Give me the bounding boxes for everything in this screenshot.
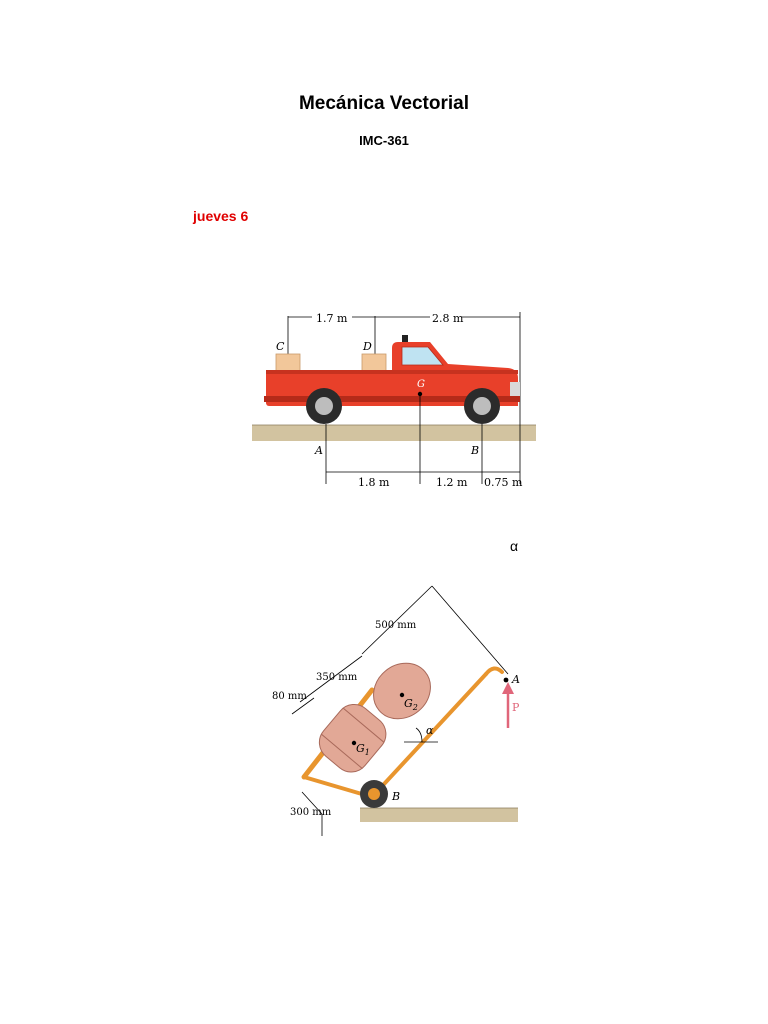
ground [360, 808, 518, 822]
center-of-gravity-g [418, 392, 422, 396]
truck-figure [252, 302, 536, 492]
label-a: A [315, 444, 323, 457]
dim-1-7m: 1.7 m [316, 312, 348, 325]
label-c: C [276, 340, 285, 353]
dim-2-8m: 2.8 m [432, 312, 464, 325]
label-a: A [512, 673, 520, 686]
crate-d [362, 354, 386, 372]
dim-350mm: 350 mm [316, 672, 358, 683]
label-b: B [471, 444, 480, 457]
label-g2: $G_2$ [404, 697, 418, 712]
pickup-truck [264, 335, 520, 424]
handtruck-figure [262, 582, 530, 844]
page-title: Mecánica Vectorial [298, 93, 470, 114]
dim-500mm: 500 mm [375, 620, 417, 631]
ground [252, 425, 536, 441]
course-code: IMC-361 [359, 133, 409, 148]
session-label: jueves 6 [193, 208, 249, 224]
dim-0-75m: 0.75 m [484, 476, 523, 489]
label-alpha: α [426, 724, 434, 737]
label-g: G [417, 379, 425, 390]
point-a [504, 678, 509, 683]
label-p: P [512, 701, 520, 714]
dim-1-8m: 1.8 m [358, 476, 390, 489]
crate-c [276, 354, 300, 372]
dim-1-2m: 1.2 m [436, 476, 468, 489]
alpha-symbol: α [510, 538, 519, 554]
dim-80mm: 80 mm [272, 691, 307, 702]
label-b: B [392, 790, 401, 803]
dim-300mm: 300 mm [290, 807, 332, 818]
label-d: D [363, 340, 372, 353]
label-g1: $G_1$ [356, 742, 370, 757]
wheel [360, 780, 388, 808]
